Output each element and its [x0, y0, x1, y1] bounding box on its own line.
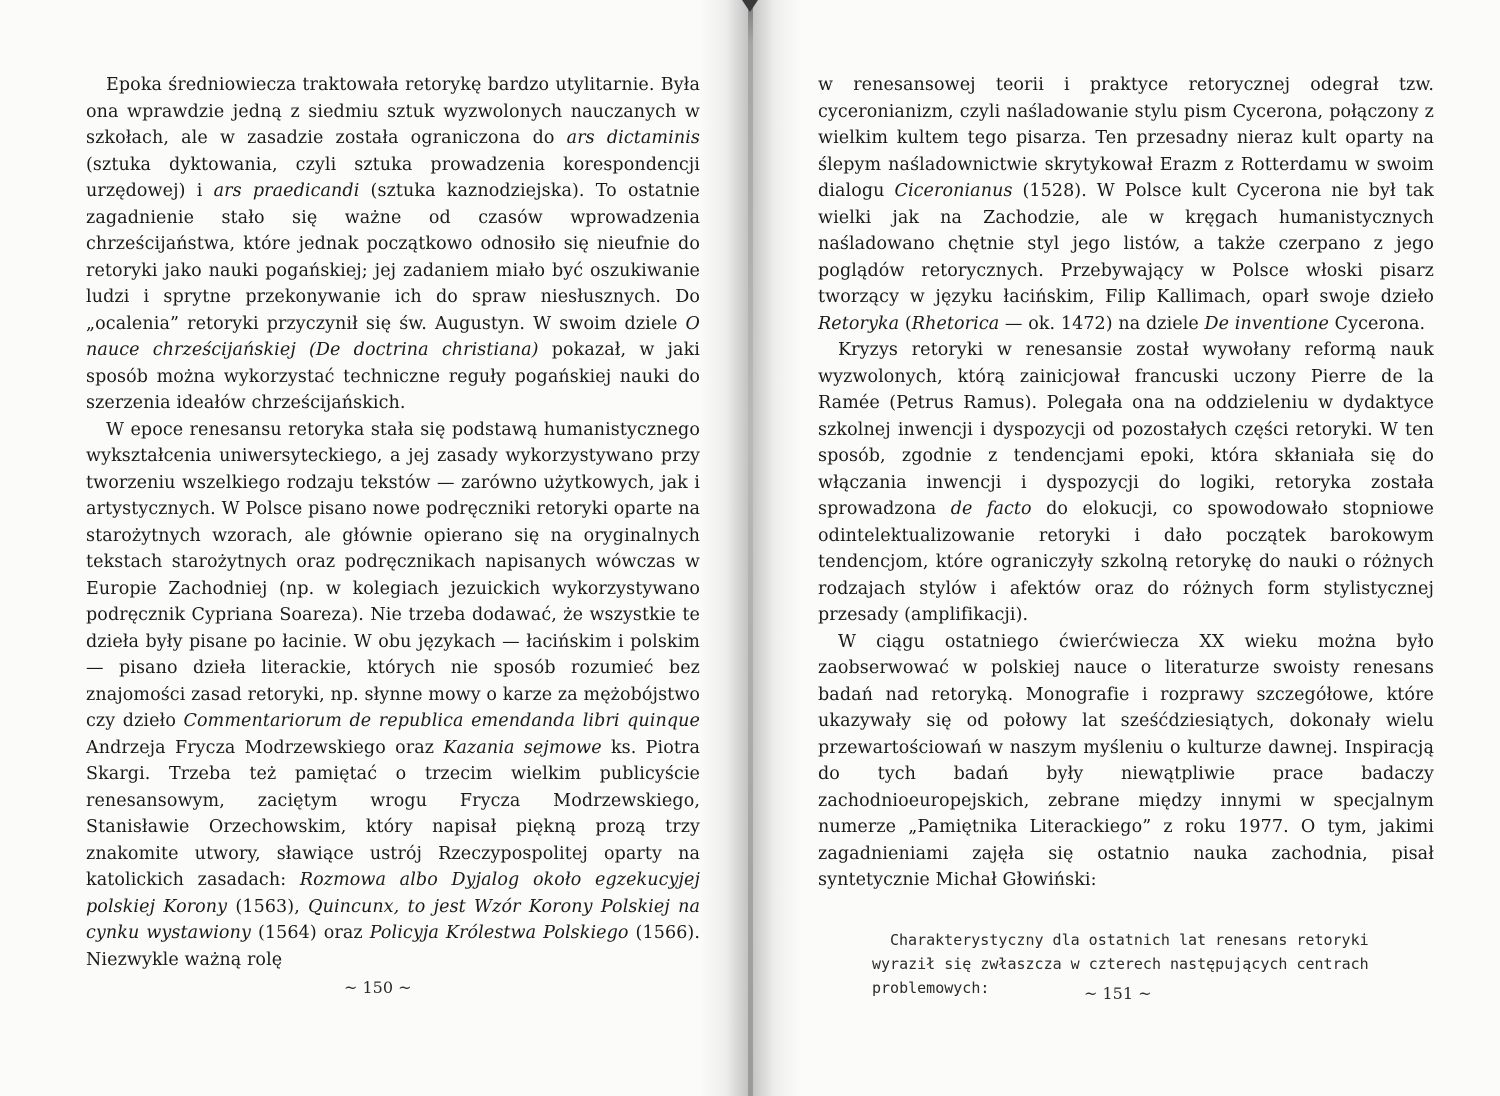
italic-text: ars praedicandi [213, 181, 360, 201]
italic-text: Rozmowa albo Dyjalog około egzekucyjej polskiej Korony [86, 870, 701, 917]
italic-text: ars dictaminis [566, 128, 700, 148]
italic-text: Policyja Królestwa Polskiego [369, 923, 629, 943]
italic-text: O nauce chrześcijańskiej (De doctrina christiana) [86, 313, 700, 360]
text-run: pokazał, w jaki sposób można wykorzystać techniczne reguły pogańskiej nauki do szerzenia ideałów chrześcijańskich. [86, 340, 700, 413]
italic-text: Ciceronianus [894, 181, 1013, 201]
italic-text: Rhetorica [911, 313, 1000, 334]
text-run: ks. Piotra Skargi. Trzeba też pamiętać o trzecim wielkim publicyście renesansowym, zaciętym wrogu Frycza Modrzewskiego, Stanisławie Orzechowskim, który napisał piękną prozą trzy znakomite utwory, sławiące ustrój Rzeczypospolitej oparty na katolickich zasadach: [86, 737, 700, 890]
text-run: ( [899, 313, 912, 334]
text-run: do elokucji, co spowodowało stopniowe odintelektualizowanie retoryki i dało początek barokowym tendencjom, które ograniczyły szkolną retorykę do nauki o różnych rodzajach stylów i afektów oraz do różnych form stylistycznej przesady (amplifikacji). [818, 499, 1434, 625]
paragraph [818, 72, 1434, 337]
text-run: Epoka średniowiecza traktowała retorykę bardzo utylitarnie. Była ona wprawdzie jedną z siedmiu sztuk wyzwolonych nauczanych w szkołach, ale w zasadzie została ograniczona do [86, 75, 700, 148]
paragraph [86, 417, 700, 974]
paragraph [818, 629, 1434, 894]
paragraph [86, 72, 700, 417]
text-run: (1563), [227, 896, 309, 917]
italic-text: de facto [950, 499, 1032, 519]
page-number-right: ~ 151 ~ [1084, 984, 1152, 1003]
text-run: (sztuka dyktowania, czyli sztuka prowadzenia korespondencji urzędowej) i [86, 154, 700, 201]
italic-text: Quincunx, to jest Wzór Korony Polskiej na cynku wystawiony [86, 896, 701, 943]
text-run: W ciągu ostatniego ćwierćwiecza XX wieku można było zaobserwować w polskiej nauce o literaturze swoisty renesans badań nad retoryką. Monografie i rozprawy szczegółowe, które ukazywały się od połowy lat sześćdziesiątych, dokonały wielu przewartościowań w naszym myśleniu o kulturze dawnej. Inspiracją do tych badań były niewątpliwie prace badaczy zachodnioeuropejskich, zebrane między innymi w specjalnym numerze „Pamiętnika Literackiego” z roku 1977. O tym, jakimi zagadnieniami zajęła się ostatnio nauka zachodnia, pisał syntetycznie Michał Głowiński: [818, 631, 1434, 890]
text-run: Cycerona. [1328, 313, 1426, 334]
block-quote: Charakterystyczny dla ostatnich lat renesans retoryki wyraził się zwłaszcza w czterech następujących centrach problemowych: [872, 930, 1369, 997]
italic-text: Commentariorum de republica emendanda libri quinque [183, 711, 700, 731]
italic-text: Retoryka [818, 313, 900, 334]
left-page-body [86, 72, 700, 973]
paragraph [818, 337, 1434, 629]
text-run: W epoce renesansu retoryka stała się podstawą humanistycznego wykształcenia uniwersyteckiego, a jej zasady wykorzystywano przy tworzeniu wszelkiego rodzaju tekstów — zarówno użytkowych, jak i artystycznych. W Polsce pisano nowe podręczniki retoryki oparte na starożytnych wzorach, ale głównie opierano się na oryginalnych tekstach starożytnych oraz podręcznikach napisanych wówczas w Europie Zachodniej (np. w kolegiach jezuickich wykorzystywano podręcznik Cypriana Soareza). Nie trzeba dodawać, że wszystkie te dzieła były pisane po łacinie. W obu językach — łacińskim i polskim — pisano dzieła literackie, których nie sposób rozumieć bez znajomości zasad retoryki, np. słynne mowy o karze za mężobójstwo czy dzieło [86, 419, 700, 731]
text-run: Kryzys retoryki w renesansie został wywołany reformą nauk wyzwolonych, którą zainicjował francuski uczony Pierre de la Ramée (Petrus Ramus). Polegała ona na oddzieleniu w dydaktyce szkolnej inwencji i dyspozycji od pozostałych części retoryki. W ten sposób, zgodnie z tendencjami epoki, która skłaniała się do włączania inwencji i dyspozycji do logiki, retoryka została sprowadzona [818, 340, 1434, 519]
page-number-left: ~ 150 ~ [344, 978, 412, 997]
text-run: — ok. 1472) na dziele [999, 313, 1205, 334]
book-fold [748, 0, 753, 1096]
text-run: w renesansowej teorii i praktyce retorycznej odegrał tzw. cyceronianizm, czyli naśladowanie stylu pism Cycerona, połączony z wielkim kultem tego pisarza. Ten przesadny nieraz kult oparty na ślepym naśladownictwie skrytykował Erazm z Rotterdamu w swoim dialogu [818, 75, 1434, 201]
right-page-body [818, 72, 1434, 1000]
binding-notch [742, 0, 758, 12]
text-run: (1564) oraz [250, 923, 370, 943]
italic-text: De inventione [1204, 313, 1329, 334]
text-run: Andrzeja Frycza Modrzewskiego oraz [86, 737, 444, 758]
text-run: (1566). Niezwykle ważną rolę [86, 923, 701, 970]
text-run: (1528). W Polsce kult Cycerona nie był tak wielki jak na Zachodzie, ale w kręgach humanistycznych naśladowano chętnie styl jego listów, a także czerpano z jego poglądów retorycznych. Przebywający w Polsce włoski pisarz tworzący w języku łacińskim, Filip Kallimach, oparł swoje dzieło [818, 181, 1434, 307]
italic-text: Kazania sejmowe [443, 737, 602, 758]
text-run: (sztuka kaznodziejska). To ostatnie zagadnienie stało się ważne od czasów wprowadzenia chrześcijaństwa, które jednak początkowo odnosiło się nieufnie do retoryki jako nauki pogańskiej; jej zadaniem miało być oszukiwanie ludzi i sprytne przekonywanie ich do spraw niesłusznych. Do „ocalenia” retoryki przyczynił się św. Augustyn. W swoim dziele [86, 181, 700, 334]
